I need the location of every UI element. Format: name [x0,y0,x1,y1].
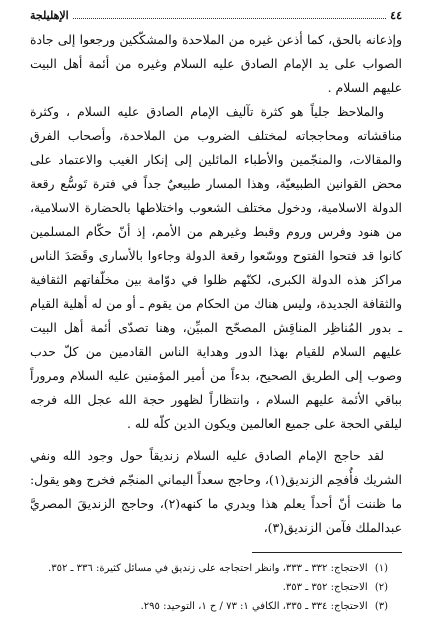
footnote [30,597,402,616]
footnote-number: (٢) [374,582,388,593]
running-title: الإهليلجة [30,9,69,22]
paragraph: والملاحظ جلياً هو كثرة تآليف الإمام الصادق عليه السلام ، وكثرة مناقشاته ومحاججاته لمختلف الضروب من الملاحدة، وأصحاب الفرق والمقالات، والمنجّمين والأطباء المائلين إلى إنكار الغيب والاعتماد على محض القوانين الطبيعيّة، وهذا المسار طبيعيٌ جداً في فترة تَوسُّع رقعة الدولة الاسلامية، ودخول مختلف الشعوب واختلاطها بالحضارة الاسلامية، من هنود وفرس وروم وقبط وغيرهم من الأمم، إذ أنّ حكّام المسلمين كانوا قد فتحوا الفتوح ووسّعوا رقعة الدولة وجاءوا بالأسارى وقَصَدَ الناس مراكز هذه الدولة الكبرى، لكنّهم ظلوا في دوّامة بين مخلّفاتهم الثقافية والثقافة الجديدة، وليس هناك من الحكام من يقوم ـ أو من له أهلية القيام ـ بدور المُناظِر المناقِش المصحّح المبيِّن، وهنا تصدّى أئمة أهل البيت عليهم السلام للقيام بهذا الدور وهداية الناس القادمين من كلّ حدب وصوب إلى الطريق الصحيح، بدءاً من أمير المؤمنين عليه السلام ومروراً بباقي الأئمة عليهم السلام ، وانتظاراً لظهور حجة الله عجل الله فرجه ليلقي الحجة على جميع العالمين ويكون الدين كلّه لله . [30,104,402,431]
page-number: ٤٤ [390,9,402,22]
footnote-text: الاحتجاج: ٣٣٤ ـ ٣٣٥، الكافي ١: ٧٣ / ح ١، التوحيد: ٢٩٥. [140,601,368,612]
footnote-text: الاحتجاج: ٣٥٢ ـ ٣٥٣. [282,582,368,593]
paragraph: وإذعانه بالحق، كما أذعن غيره من الملاحدة والمشكّكين ورجعوا إلى جادة الصواب على يد الإمام الصادق عليه السلام وغيره من أئمة أهل البيت عليهم السلام . [30,32,402,95]
body-text [30,28,402,540]
footnotes [30,559,402,616]
footnote [30,559,402,578]
footnote-separator [252,552,402,553]
header-dotted-leader [73,18,386,19]
page-header [30,6,402,22]
footnote-text: الاحتجاج: ٣٣٢ ـ ٣٣٣، وانظر احتجاجه على زنديق في مسائل كثيرة: ٣٣٦ ـ ٣٥٢. [48,563,368,574]
paragraph: لقد حاجج الإمام الصادق عليه السلام زنديقاً حول وجود الله ونفي الشريك فأُفحِم الزنديق(١)، وحاجج سعداً اليماني المنجّم فخرج وهو يقول: ما ظننت أنّ أحداً يعلم هذا ويدري ما كنهه(٢)، وحاجج الزنديقَ المصريَّ عبدالملك فآمن الزنديق(٣)، [30,448,402,535]
footnote-number: (٣) [374,601,388,612]
footnote-number: (١) [374,563,388,574]
footnote [30,578,402,597]
